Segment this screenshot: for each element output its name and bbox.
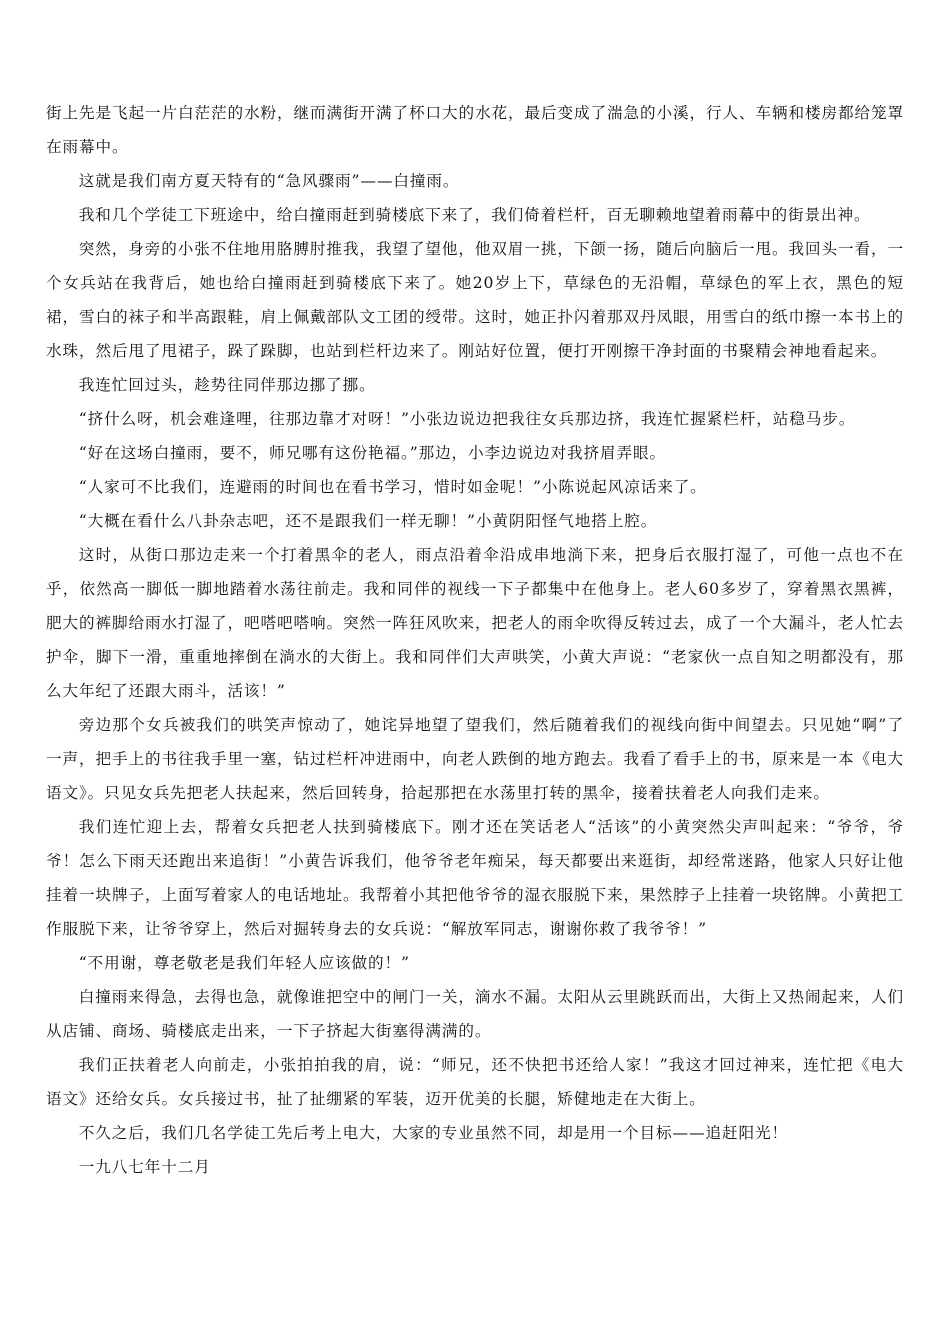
paragraph-4: 突然，身旁的小张不住地用胳膊肘推我，我望了望他，他双眉一挑，下颌一扬，随后向脑后一甩。我回头一看，一个女兵站在我背后，她也给白撞雨赶到骑楼底下来了。她20岁上下，草绿色的无沿帽，草绿色的军上衣，黑色的短裙，雪白的袜子和半高跟鞋，肩上佩戴部队文工团的绶带。这时，她正扑闪着那双丹凤眼，用雪白的纸巾擦一本书上的水珠，然后甩了甩裙子，跺了跺脚，也站到栏杆边来了。刚站好位置，便打开刚擦干净封面的书聚精会神地看起来。 — [46, 240, 904, 360]
paragraph-16: 不久之后，我们几名学徒工先后考上电大，大家的专业虽然不同，却是用一个目标——追赶阳光！ — [78, 1124, 788, 1142]
paragraph-5: 我连忙回过头，趁势往同伴那边挪了挪。 — [78, 376, 376, 394]
paragraph-10: 这时，从街口那边走来一个打着黑伞的老人，雨点沿着伞沿成串地淌下来，把身后衣服打湿了，可他一点也不在乎，依然高一脚低一脚地踏着水荡往前走。我和同伴的视线一下子都集中在他身上。老人60多岁了，穿着黑衣黑裤，肥大的裤脚给雨水打湿了，吧嗒吧嗒响。突然一阵狂风吹来，把老人的雨伞吹得反转过去，成了一个大漏斗，老人忙去护伞，脚下一滑，重重地摔倒在淌水的大街上。我和同伴们大声哄笑，小黄大声说：“老家伙一点自知之明都没有，那么大年纪了还跟大雨斗，活该！” — [46, 546, 904, 700]
paragraph-3: 我和几个学徒工下班途中，给白撞雨赶到骑楼底下来了，我们倚着栏杆，百无聊赖地望着雨幕中的街景出神。 — [78, 206, 871, 224]
paragraph-2: 这就是我们南方夏天特有的“急风骤雨”——白撞雨。 — [78, 172, 460, 190]
paragraph-1: 街上先是飞起一片白茫茫的水粉，继而满街开满了杯口大的水花，最后变成了湍急的小溪，行人、车辆和楼房都给笼罩在雨幕中。 — [46, 104, 904, 156]
paragraph-14: 白撞雨来得急，去得也急，就像谁把空中的闸门一关，滴水不漏。太阳从云里跳跃而出，大街上又热闹起来，人们从店铺、商场、骑楼底走出来，一下子挤起大街塞得满满的。 — [46, 988, 904, 1040]
date-line: 一九八七年十二月 — [78, 1158, 211, 1176]
paragraph-11: 旁边那个女兵被我们的哄笑声惊动了，她诧异地望了望我们，然后随着我们的视线向街中间望去。只见她“啊”了一声，把手上的书往我手里一塞，钻过栏杆冲进雨中，向老人跌倒的地方跑去。我看了看手上的书，原来是一本《电大语文》。只见女兵先把老人扶起来，然后回转身，拾起那把在水荡里打转的黑伞，接着扶着老人向我们走来。 — [46, 716, 904, 802]
article-body — [46, 96, 904, 1184]
paragraph-13: “不用谢，尊老敬老是我们年轻人应该做的！” — [78, 954, 410, 972]
paragraph-9: “大概在看什么八卦杂志吧，还不是跟我们一样无聊！”小黄阴阳怪气地搭上腔。 — [78, 512, 658, 530]
paragraph-8: “人家可不比我们，连避雨的时间也在看书学习，惜时如金呢！”小陈说起风凉话来了。 — [78, 478, 707, 496]
paragraph-7: “好在这场白撞雨，要不，师兄哪有这份艳福。”那边，小李边说边对我挤眉弄眼。 — [78, 444, 666, 462]
paragraph-15: 我们正扶着老人向前走，小张拍拍我的肩，说：“师兄，还不快把书还给人家！”我这才回过神来，连忙把《电大语文》还给女兵。女兵接过书，扯了扯绷紧的军装，迈开优美的长腿，矫健地走在大街上。 — [46, 1056, 904, 1108]
paragraph-6: “挤什么呀，机会难逢哩，往那边靠才对呀！”小张边说边把我往女兵那边挤，我连忙握紧栏杆，站稳马步。 — [78, 410, 856, 428]
paragraph-12: 我们连忙迎上去，帮着女兵把老人扶到骑楼底下。刚才还在笑话老人“活该”的小黄突然尖声叫起来：“爷爷，爷爷！怎么下雨天还跑出来追街！”小黄告诉我们，他爷爷老年痴呆，每天都要出来逛街，却经常迷路，他家人只好让他挂着一块牌子，上面写着家人的电话地址。我帮着小其把他爷爷的湿衣服脱下来，果然脖子上挂着一块铭牌。小黄把工作服脱下来，让爷爷穿上，然后对掘转身去的女兵说：“解放军同志，谢谢你救了我爷爷！” — [46, 818, 904, 938]
